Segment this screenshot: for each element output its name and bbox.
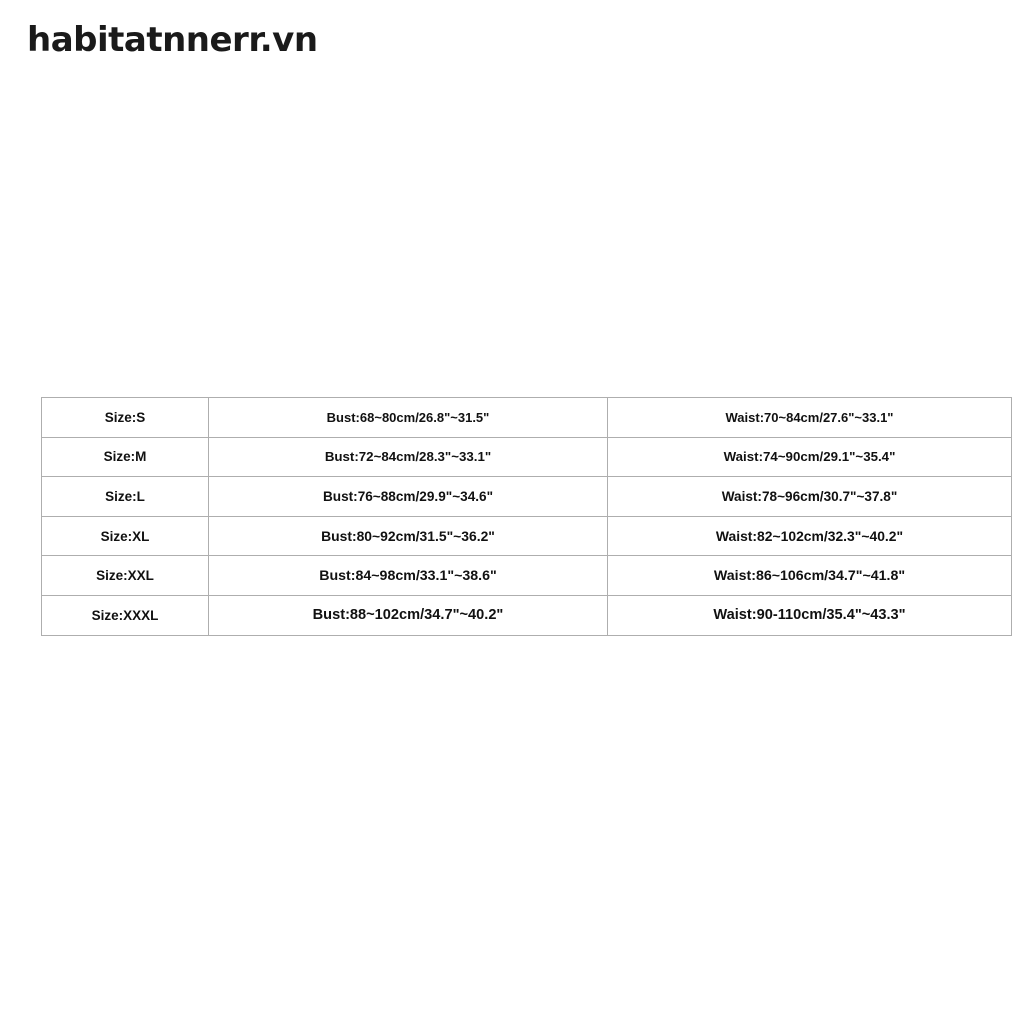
waist-measurement: Waist:90-110cm/35.4"~43.3": [608, 595, 1012, 635]
bust-measurement: Bust:80~92cm/31.5"~36.2": [209, 516, 608, 556]
site-watermark: habitatnnerr.vn: [27, 20, 318, 60]
size-label: Size:S: [42, 398, 209, 438]
size-label: Size:M: [42, 437, 209, 477]
waist-measurement: Waist:82~102cm/32.3"~40.2": [608, 516, 1012, 556]
bust-measurement: Bust:84~98cm/33.1"~38.6": [209, 556, 608, 596]
size-label: Size:XXL: [42, 556, 209, 596]
bust-measurement: Bust:68~80cm/26.8"~31.5": [209, 398, 608, 438]
table-row: [42, 516, 1012, 556]
size-label: Size:XL: [42, 516, 209, 556]
size-chart-table: [41, 397, 1012, 636]
table-row: [42, 398, 1012, 438]
table-row: [42, 437, 1012, 477]
waist-measurement: Waist:74~90cm/29.1"~35.4": [608, 437, 1012, 477]
table-row: [42, 595, 1012, 635]
size-label: Size:L: [42, 477, 209, 517]
size-chart: [41, 397, 984, 636]
bust-measurement: Bust:72~84cm/28.3"~33.1": [209, 437, 608, 477]
bust-measurement: Bust:76~88cm/29.9"~34.6": [209, 477, 608, 517]
waist-measurement: Waist:78~96cm/30.7"~37.8": [608, 477, 1012, 517]
size-label: Size:XXXL: [42, 595, 209, 635]
table-row: [42, 556, 1012, 596]
bust-measurement: Bust:88~102cm/34.7"~40.2": [209, 595, 608, 635]
waist-measurement: Waist:70~84cm/27.6"~33.1": [608, 398, 1012, 438]
table-row: [42, 477, 1012, 517]
waist-measurement: Waist:86~106cm/34.7"~41.8": [608, 556, 1012, 596]
